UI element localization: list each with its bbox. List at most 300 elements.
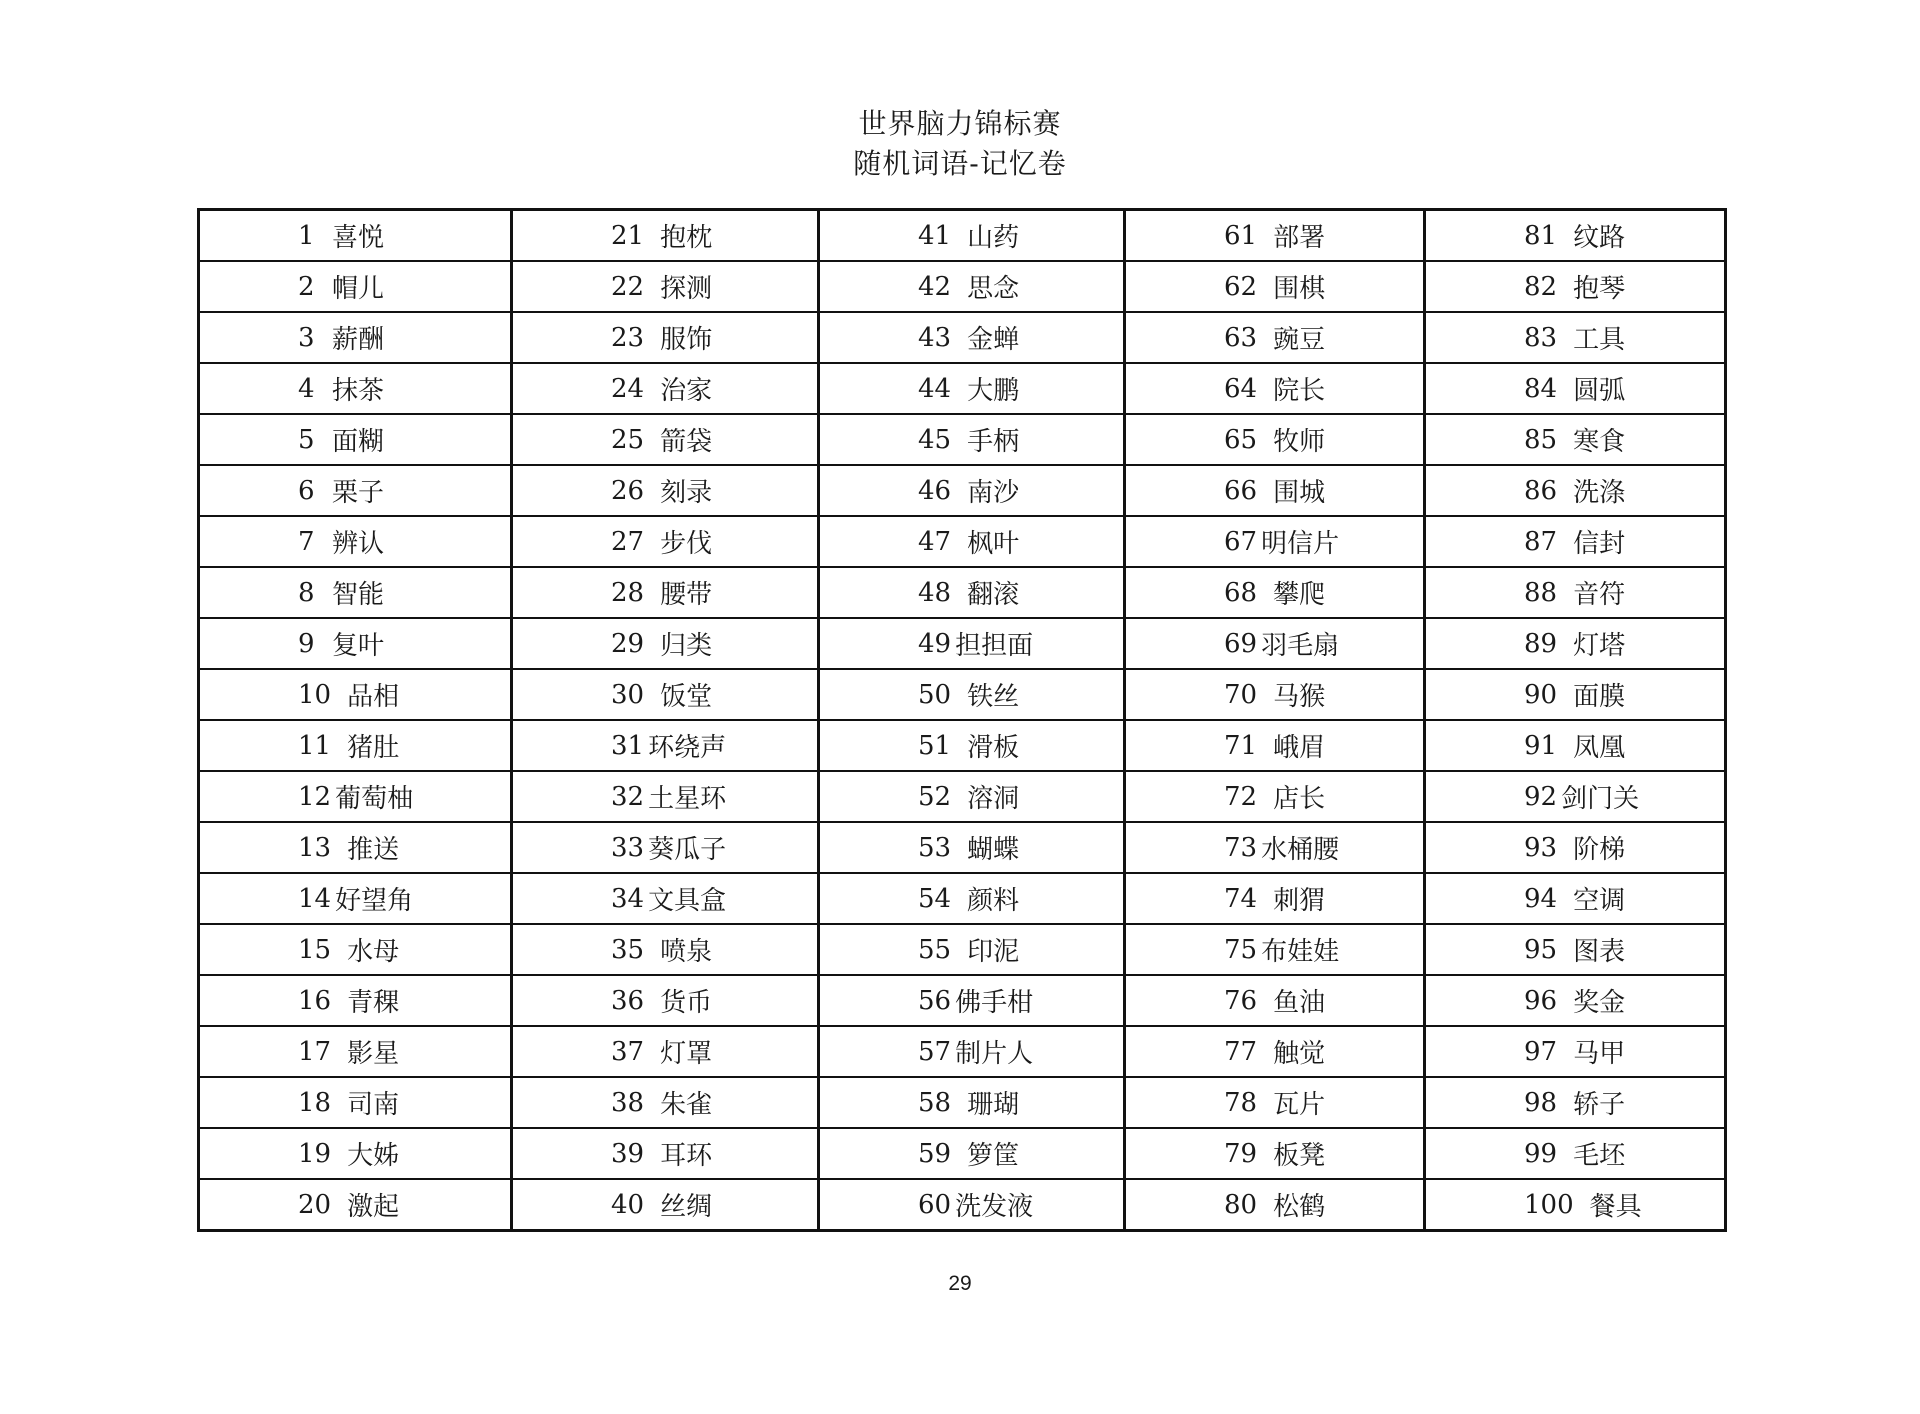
word-cell [199,618,512,669]
word-cell [819,567,1125,618]
word-cell [1425,261,1726,312]
word-number: 67 [1224,526,1258,557]
table-row [199,618,1726,669]
word-entry [1126,268,1423,305]
word-number: 99 [1524,1138,1558,1169]
word-entry [1126,1033,1423,1070]
word-number: 17 [298,1036,332,1067]
word-number: 6 [298,475,315,506]
word-text: 铁丝 [967,682,1020,712]
word-entry [200,676,510,713]
word-number: 86 [1524,475,1558,506]
table-row [199,822,1726,873]
word-text: 帽儿 [332,274,385,304]
random-words-table [197,208,1727,1232]
word-cell [819,975,1125,1026]
word-entry [1426,370,1724,407]
word-entry [1426,1135,1724,1172]
word-cell [512,363,819,414]
word-text: 牧师 [1273,427,1326,457]
word-number: 11 [298,730,332,761]
word-entry [513,676,817,713]
document-header [0,104,1920,184]
word-number: 76 [1224,985,1258,1016]
word-cell [1425,567,1726,618]
word-entry [820,319,1123,356]
word-cell [199,720,512,771]
word-number: 87 [1524,526,1558,557]
word-cell [1125,465,1425,516]
word-entry [513,574,817,611]
word-text: 院长 [1273,376,1326,406]
word-text: 南沙 [967,478,1020,508]
word-entry [820,268,1123,305]
word-number: 81 [1524,220,1558,251]
word-number: 91 [1524,730,1558,761]
word-cell [1125,669,1425,720]
table-row [199,312,1726,363]
word-number: 24 [611,373,645,404]
word-cell [1425,1179,1726,1231]
word-number: 77 [1224,1036,1258,1067]
word-text: 大鹏 [967,376,1020,406]
table-row [199,720,1726,771]
word-entry [513,1135,817,1172]
word-number: 98 [1524,1087,1558,1118]
word-entry [1426,1084,1724,1121]
word-number: 95 [1524,934,1558,965]
word-cell [819,1026,1125,1077]
word-entry [200,574,510,611]
word-cell [512,312,819,363]
word-entry [200,268,510,305]
word-cell [1125,618,1425,669]
word-text: 溶洞 [967,784,1020,814]
word-entry [1426,625,1724,662]
word-number: 53 [918,832,952,863]
word-entry [513,472,817,509]
word-number: 97 [1524,1036,1558,1067]
word-number: 55 [918,934,952,965]
word-entry [1426,829,1724,866]
word-text: 触觉 [1273,1039,1326,1069]
word-cell [199,1026,512,1077]
word-text: 寒食 [1573,427,1626,457]
document-title: 世界脑力锦标赛 [858,107,1062,140]
word-entry [513,268,817,305]
word-entry [200,778,510,815]
word-entry [513,319,817,356]
word-text: 马甲 [1573,1039,1626,1069]
word-entry [1126,982,1423,1019]
word-cell [1425,210,1726,262]
word-text: 葵瓜子 [648,835,727,865]
word-cell [819,261,1125,312]
word-entry [200,880,510,917]
word-number: 65 [1224,424,1258,455]
word-number: 85 [1524,424,1558,455]
word-text: 山药 [967,223,1020,253]
word-cell [1425,771,1726,822]
word-entry [200,727,510,764]
word-number: 46 [918,475,952,506]
word-number: 73 [1224,832,1258,863]
word-number: 79 [1224,1138,1258,1169]
word-text: 饭堂 [660,682,713,712]
word-text: 箭袋 [660,427,713,457]
word-entry [1426,421,1724,458]
table-row [199,210,1726,262]
word-number: 8 [298,577,315,608]
word-entry [513,931,817,968]
word-entry [820,370,1123,407]
word-text: 纹路 [1573,223,1626,253]
word-text: 围棋 [1273,274,1326,304]
word-entry [1426,727,1724,764]
word-text: 空调 [1573,886,1626,916]
word-cell [1425,1128,1726,1179]
word-number: 64 [1224,373,1258,404]
word-text: 马猴 [1273,682,1326,712]
document-subtitle: 随机词语-记忆卷 [853,147,1067,180]
word-entry [513,778,817,815]
table-row [199,669,1726,720]
word-entry [1426,982,1724,1019]
word-entry [1426,1186,1724,1223]
word-number: 5 [298,424,315,455]
word-entry [200,472,510,509]
word-cell [199,261,512,312]
word-number: 41 [918,220,952,251]
word-number: 7 [298,526,315,557]
word-number: 23 [611,322,645,353]
word-number: 56 [918,985,952,1016]
word-text: 水桶腰 [1261,835,1340,865]
word-cell [512,669,819,720]
word-cell [199,1077,512,1128]
word-text: 工具 [1573,325,1626,355]
word-cell [1425,414,1726,465]
word-entry [820,829,1123,866]
word-entry [513,625,817,662]
word-text: 轿子 [1573,1090,1626,1120]
word-text: 文具盒 [648,886,727,916]
word-cell [1125,261,1425,312]
word-cell [1125,975,1425,1026]
word-entry [513,1033,817,1070]
table-row [199,363,1726,414]
word-entry [820,574,1123,611]
word-text: 好望角 [335,886,414,916]
word-number: 37 [611,1036,645,1067]
word-number: 36 [611,985,645,1016]
word-text: 珊瑚 [967,1090,1020,1120]
word-number: 68 [1224,577,1258,608]
word-number: 96 [1524,985,1558,1016]
word-text: 思念 [967,274,1020,304]
word-number: 12 [298,781,332,812]
word-entry [820,880,1123,917]
word-number: 58 [918,1087,952,1118]
word-text: 水母 [347,937,400,967]
word-text: 翻滚 [967,580,1020,610]
word-text: 佛手柑 [955,988,1034,1018]
word-text: 探测 [660,274,713,304]
word-text: 灯罩 [660,1039,713,1069]
word-number: 29 [611,628,645,659]
word-text: 信封 [1573,529,1626,559]
word-entry [820,523,1123,560]
table-row [199,261,1726,312]
word-text: 音符 [1573,580,1626,610]
word-cell [512,1077,819,1128]
word-entry [820,1135,1123,1172]
word-text: 松鹤 [1273,1192,1326,1222]
table-row [199,1026,1726,1077]
word-text: 毛坯 [1573,1141,1626,1171]
word-cell [512,1026,819,1077]
word-entry [1426,217,1724,254]
word-number: 22 [611,271,645,302]
word-entry [820,472,1123,509]
word-entry [200,1135,510,1172]
word-number: 88 [1524,577,1558,608]
word-entry [200,217,510,254]
word-entry [200,319,510,356]
word-entry [820,778,1123,815]
word-number: 19 [298,1138,332,1169]
word-text: 推送 [347,835,400,865]
word-cell [1125,924,1425,975]
word-number: 14 [298,883,332,914]
word-text: 制片人 [955,1039,1034,1069]
word-text: 明信片 [1261,529,1340,559]
word-entry [820,625,1123,662]
word-entry [1126,727,1423,764]
word-entry [513,727,817,764]
word-entry [513,829,817,866]
table-row [199,771,1726,822]
word-cell [199,210,512,262]
word-number: 83 [1524,322,1558,353]
word-cell [1425,618,1726,669]
word-text: 司南 [347,1090,400,1120]
word-number: 30 [611,679,645,710]
word-cell [1125,312,1425,363]
word-entry [200,523,510,560]
word-cell [199,975,512,1026]
word-entry [1426,319,1724,356]
word-number: 25 [611,424,645,455]
word-text: 步伐 [660,529,713,559]
word-text: 奖金 [1573,988,1626,1018]
word-text: 抱琴 [1573,274,1626,304]
word-cell [1125,1026,1425,1077]
word-number: 51 [918,730,952,761]
word-entry [513,523,817,560]
word-number: 84 [1524,373,1558,404]
word-cell [512,924,819,975]
word-number: 75 [1224,934,1258,965]
word-entry [200,421,510,458]
word-text: 滑板 [967,733,1020,763]
word-entry [1126,676,1423,713]
word-cell [1425,312,1726,363]
word-text: 面膜 [1573,682,1626,712]
word-number: 100 [1524,1189,1574,1220]
word-entry [1426,268,1724,305]
word-text: 箩筐 [967,1141,1020,1171]
word-entry [200,1084,510,1121]
word-cell [199,465,512,516]
word-text: 豌豆 [1273,325,1326,355]
word-text: 环绕声 [648,733,727,763]
word-entry [1426,523,1724,560]
word-entry [820,421,1123,458]
word-entry [820,931,1123,968]
word-text: 圆弧 [1573,376,1626,406]
word-number: 90 [1524,679,1558,710]
word-cell [819,1077,1125,1128]
page-number: 29 [948,1272,972,1295]
word-text: 服饰 [660,325,713,355]
word-number: 62 [1224,271,1258,302]
word-number: 27 [611,526,645,557]
word-cell [512,465,819,516]
word-text: 栗子 [332,478,385,508]
word-cell [199,822,512,873]
word-cell [1425,516,1726,567]
word-text: 治家 [660,376,713,406]
word-number: 93 [1524,832,1558,863]
table-row [199,924,1726,975]
word-number: 69 [1224,628,1258,659]
word-number: 1 [298,220,315,251]
table-row [199,567,1726,618]
word-cell [512,720,819,771]
word-text: 围城 [1273,478,1326,508]
word-entry [820,1084,1123,1121]
word-number: 20 [298,1189,332,1220]
word-number: 78 [1224,1087,1258,1118]
word-entry [1426,778,1724,815]
word-entry [1126,472,1423,509]
word-cell [199,363,512,414]
word-text: 影星 [347,1039,400,1069]
word-entry [200,625,510,662]
word-text: 布娃娃 [1261,937,1340,967]
word-cell [512,567,819,618]
word-number: 48 [918,577,952,608]
word-entry [1426,676,1724,713]
word-entry [200,931,510,968]
word-text: 激起 [347,1192,400,1222]
word-number: 89 [1524,628,1558,659]
word-cell [1425,720,1726,771]
word-number: 57 [918,1036,952,1067]
word-entry [1126,931,1423,968]
word-cell [1125,873,1425,924]
word-number: 63 [1224,322,1258,353]
word-text: 刺猬 [1273,886,1326,916]
word-entry [200,982,510,1019]
word-number: 32 [611,781,645,812]
word-text: 手柄 [967,427,1020,457]
table-row [199,975,1726,1026]
table-row [199,1128,1726,1179]
word-cell [1425,363,1726,414]
word-text: 图表 [1573,937,1626,967]
word-cell [1425,1026,1726,1077]
word-text: 猪肚 [347,733,400,763]
word-entry [820,982,1123,1019]
word-cell [512,873,819,924]
word-number: 28 [611,577,645,608]
word-text: 朱雀 [660,1090,713,1120]
word-cell [199,567,512,618]
word-number: 50 [918,679,952,710]
word-entry [513,217,817,254]
word-text: 青稞 [347,988,400,1018]
word-entry [1426,574,1724,611]
word-cell [1425,465,1726,516]
word-number: 13 [298,832,332,863]
word-text: 腰带 [660,580,713,610]
word-number: 40 [611,1189,645,1220]
word-cell [199,1179,512,1231]
word-entry [1426,931,1724,968]
word-cell [512,1179,819,1231]
table-row [199,516,1726,567]
word-cell [819,312,1125,363]
table-row [199,465,1726,516]
word-text: 薪酬 [332,325,385,355]
word-text: 抹茶 [332,376,385,406]
word-entry [1126,625,1423,662]
word-text: 部署 [1273,223,1326,253]
word-entry [1126,829,1423,866]
word-number: 47 [918,526,952,557]
word-number: 54 [918,883,952,914]
word-text: 蝴蝶 [967,835,1020,865]
word-cell [1125,363,1425,414]
word-text: 喷泉 [660,937,713,967]
word-number: 80 [1224,1189,1258,1220]
word-cell [819,873,1125,924]
word-cell [819,669,1125,720]
word-cell [819,822,1125,873]
word-number: 33 [611,832,645,863]
word-cell [1125,567,1425,618]
word-cell [199,312,512,363]
word-cell [819,924,1125,975]
word-text: 耳环 [660,1141,713,1171]
word-text: 货币 [660,988,713,1018]
table-row [199,1179,1726,1231]
word-cell [199,669,512,720]
word-cell [512,1128,819,1179]
word-cell [512,516,819,567]
word-number: 15 [298,934,332,965]
word-number: 31 [611,730,645,761]
word-entry [1126,217,1423,254]
word-text: 担担面 [955,631,1034,661]
word-cell [512,261,819,312]
word-number: 82 [1524,271,1558,302]
table-row [199,873,1726,924]
word-number: 21 [611,220,645,251]
word-number: 74 [1224,883,1258,914]
